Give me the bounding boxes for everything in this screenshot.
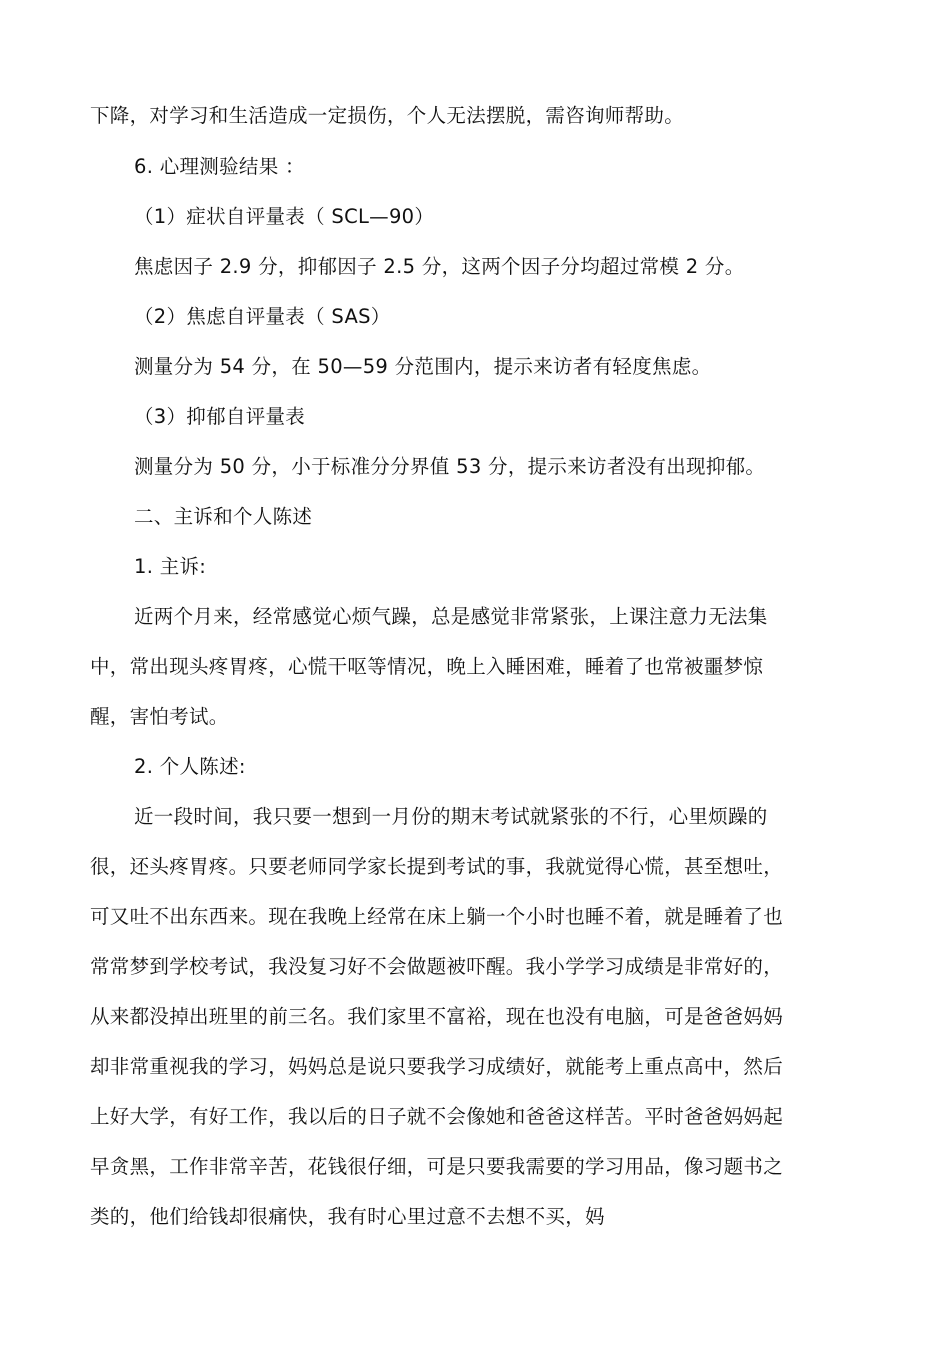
paragraph-chief-complaint: 近两个月来，经常感觉心烦气躁，总是感觉非常紧张，上课注意力无法集中，常出现头疼胃疼，心慌干呕等情况，晚上入睡困难，睡着了也常被噩梦惊醒，害怕考试。 xyxy=(90,605,768,728)
subheading-sds: （3）抑郁自评量表 xyxy=(134,405,306,428)
subheading-sas: （2）焦虑自评量表（ SAS） xyxy=(134,305,391,328)
heading-test-results: 6. 心理测验结果 ： xyxy=(134,155,305,178)
section-heading-complaint: 二、主诉和个人陈述 xyxy=(134,505,313,528)
heading-personal-statement: 2. 个人陈述: xyxy=(134,755,246,778)
subheading-scl90: （1）症状自评量表（ SCL—90） xyxy=(134,205,435,228)
heading-chief-complaint: 1. 主诉: xyxy=(134,555,207,578)
text-sas-result: 测量分为 54 分，在 50—59 分范围内，提示来访者有轻度焦虑。 xyxy=(134,355,712,378)
text-line-decline: 下降，对学习和生活造成一定损伤，个人无法摆脱，需咨询师帮助。 xyxy=(90,104,685,127)
text-scl90-result: 焦虑因子 2.9 分，抑郁因子 2.5 分，这两个因子分均超过常模 2 分。 xyxy=(134,255,745,278)
paragraph-personal-statement: 近一段时间，我只要一想到一月份的期末考试就紧张的不行，心里烦躁的很，还头疼胃疼。只要老师同学家长提到考试的事，我就觉得心慌，甚至想吐，可又吐不出东西来。现在我晚上经常在床上躺一个小时也睡不着，就是睡着了也常常梦到学校考试，我没复习好不会做题被吓醒。我小学学习成绩是非常好的，从来都没掉出班里的前三名。我们家里不富裕，现在也没有电脑，可是爸爸妈妈却非常重视我的学习，妈妈总是说只要我学习成绩好，就能考上重点高中，然后上好大学，有好工作，我以后的日子就不会像她和爸爸这样苦。平时爸爸妈妈起早贪黑，工作非常辛苦，花钱很仔细，可是只要我需要的学习用品，像习题书之类的，他们给钱却很痛快，我有时心里过意不去想不买，妈 xyxy=(90,805,784,1228)
text-sds-result: 测量分为 50 分，小于标准分分界值 53 分，提示来访者没有出现抑郁。 xyxy=(134,455,766,478)
